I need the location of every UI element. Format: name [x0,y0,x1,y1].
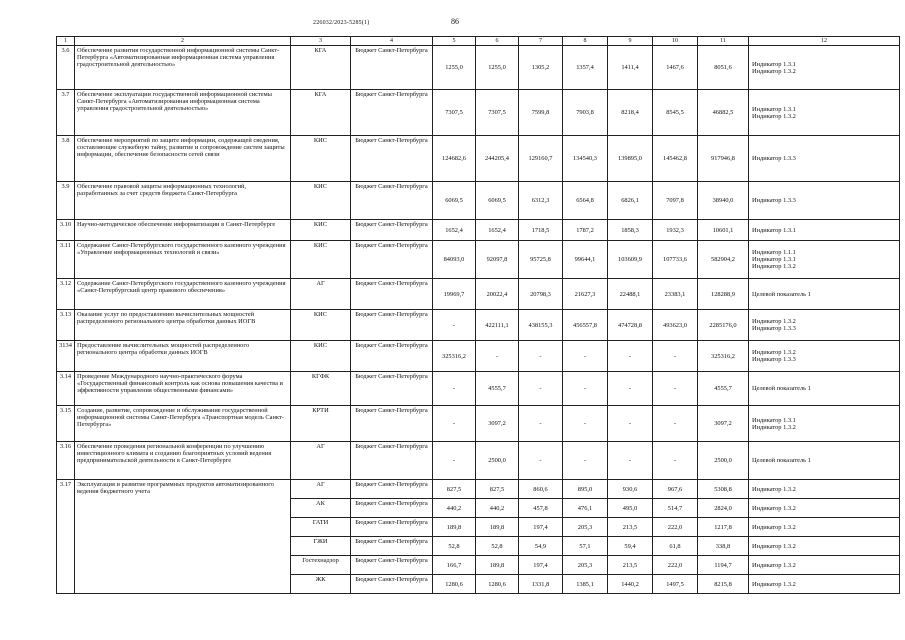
funding-value: 1255,0 [476,46,519,90]
funding-value: - [476,341,519,372]
funding-value: 99644,1 [563,241,608,279]
funding-value: 222,0 [653,556,698,575]
indicator-line: Индикатор 1.3.2 [752,263,796,270]
funding-source: Бюджет Санкт-Петербурга [351,556,433,575]
funding-value: 4555,7 [476,372,519,406]
program-table [56,36,900,594]
funding-value: 1194,7 [698,556,749,575]
funding-value: - [563,372,608,406]
funding-value: 1357,4 [563,46,608,90]
indicator-line: Целевой показатель 1 [752,290,811,298]
funding-value: 205,3 [563,518,608,537]
funding-value: 46882,5 [698,90,749,136]
funding-value: - [563,341,608,372]
funding-value: 189,8 [476,556,519,575]
indicator-line: Индикатор 1.3.1 [752,105,796,113]
funding-value: 189,8 [433,518,476,537]
activity-description: Научно-методическое обеспечение информатизации в Санкт-Петербурге [75,220,291,241]
funding-value: 1217,8 [698,518,749,537]
table-row [57,406,900,442]
funding-value: 2500,0 [698,442,749,480]
indicator-line: Индикатор 1.3.3 [752,325,796,332]
activity-description: Проведение Международного научно-практического форума «Государственный финансовый контроль как основа повышения качества и эффективности управления общественными финансами» [75,372,291,406]
column-number: 6 [476,37,519,46]
funding-value: 1440,2 [608,575,653,594]
funding-value: 1305,2 [519,46,563,90]
activity-description: Обеспечение развития государственной информационной системы Санкт-Петербурга «Автоматизированная информационная система управления градостроительной деятельностью» [75,46,291,90]
funding-value: 514,7 [653,499,698,518]
executor: КИС [291,182,351,220]
funding-value: - [519,341,563,372]
indicator-line: Индикатор 1.3.1 [752,256,796,263]
column-number: 3 [291,37,351,46]
funding-source: Бюджет Санкт-Петербурга [351,46,433,90]
row-number: 3.13 [57,310,75,341]
funding-value: 1652,4 [433,220,476,241]
indicator-list: Индикатор 1.3.2 [749,518,900,537]
funding-source: Бюджет Санкт-Петербурга [351,442,433,480]
funding-source: Бюджет Санкт-Петербурга [351,310,433,341]
indicator-list: Индикатор 1.3.2 [749,480,900,499]
funding-value: 7307,5 [433,90,476,136]
funding-value: 21627,3 [563,279,608,310]
row-number: 3.6 [57,46,75,90]
indicator-list [749,341,900,372]
indicator-line: Индикатор 1.1.1 [752,249,796,256]
funding-value: 2285176,0 [698,310,749,341]
funding-value: 52,8 [476,537,519,556]
funding-value: 222,0 [653,518,698,537]
activity-description: Содержание Санкт-Петербургского государственного казенного учреждения «Управление информационных технологий и связи» [75,241,291,279]
indicator-line: Индикатор 1.3.1 [752,60,796,68]
funding-value: 422111,1 [476,310,519,341]
funding-value: 1385,1 [563,575,608,594]
indicator-list [749,46,900,90]
column-number: 10 [653,37,698,46]
executor: КИС [291,310,351,341]
indicator-list [749,241,900,279]
funding-value: 84093,0 [433,241,476,279]
funding-value: 61,8 [653,537,698,556]
executor: КИС [291,241,351,279]
document-id: 226032/2023-5285(1) [313,20,370,26]
column-number: 5 [433,37,476,46]
funding-value: 7903,8 [563,90,608,136]
funding-value: 197,4 [519,556,563,575]
column-number-row [57,37,900,46]
funding-value: 1652,4 [476,220,519,241]
funding-source: Бюджет Санкт-Петербурга [351,480,433,499]
table-row [57,46,900,90]
funding-value: 145462,8 [653,136,698,182]
indicator-list [749,372,900,406]
row-number: 3.15 [57,406,75,442]
indicator-list [749,279,900,310]
indicator-line: Индикатор 1.3.1 [752,226,796,234]
funding-value: 38940,0 [698,182,749,220]
funding-value: 338,8 [698,537,749,556]
indicator-line: Индикатор 1.3.3 [752,356,796,363]
funding-value: 6312,3 [519,182,563,220]
indicator-list [749,182,900,220]
indicator-list: Индикатор 1.3.2 [749,537,900,556]
funding-value: 6826,1 [608,182,653,220]
column-number: 4 [351,37,433,46]
column-number: 12 [749,37,900,46]
funding-source: Бюджет Санкт-Петербурга [351,136,433,182]
indicator-list [749,442,900,480]
page-number: 86 [451,17,459,26]
executor: КГФК [291,372,351,406]
funding-source: Бюджет Санкт-Петербурга [351,499,433,518]
row-number: 3.16 [57,442,75,480]
funding-value: 3097,2 [476,406,519,442]
funding-value: 917946,8 [698,136,749,182]
funding-value: 582904,2 [698,241,749,279]
executor: АГ [291,442,351,480]
row-number: 3134 [57,341,75,372]
table-row [57,279,900,310]
executor: КИС [291,341,351,372]
funding-value: - [433,406,476,442]
funding-source: Бюджет Санкт-Петербурга [351,241,433,279]
row-number: 3.14 [57,372,75,406]
funding-source: Бюджет Санкт-Петербурга [351,575,433,594]
funding-value: - [563,406,608,442]
executor: АК [291,499,351,518]
funding-value: 325316,2 [698,341,749,372]
funding-value: 244205,4 [476,136,519,182]
table-row [57,220,900,241]
activity-description: Обеспечение проведения региональной конференции по улучшению инвестиционного климата и созданию благоприятных условий ведения предпринимательской деятельности в Санкт-Петербурге [75,442,291,480]
column-number: 8 [563,37,608,46]
funding-value: - [608,372,653,406]
activity-description: Обеспечение мероприятий по защите информации, содержащей сведения, составляющие служебную тайну, развитие и сопровождение систем защиты информации, обеспечение безопасности сетей связи [75,136,291,182]
table-row [57,372,900,406]
funding-value: 8215,8 [698,575,749,594]
activity-description: Содержание Санкт-Петербургского государственного казенного учреждения «Санкт-Петербургский центр правового обеспечения» [75,279,291,310]
funding-value: 895,0 [563,480,608,499]
funding-value: 440,2 [433,499,476,518]
indicator-list: Индикатор 1.3.2 [749,499,900,518]
funding-value: 456557,8 [563,310,608,341]
funding-value: 1331,8 [519,575,563,594]
funding-value: 8051,6 [698,46,749,90]
row-number: 3.10 [57,220,75,241]
funding-value: 22488,1 [608,279,653,310]
funding-value: 7307,5 [476,90,519,136]
funding-value: 95725,8 [519,241,563,279]
funding-source: Бюджет Санкт-Петербурга [351,518,433,537]
funding-value: 166,7 [433,556,476,575]
row-number: 3.7 [57,90,75,136]
funding-value: 1932,3 [653,220,698,241]
funding-value: 189,8 [476,518,519,537]
funding-value: 59,4 [608,537,653,556]
funding-value: - [653,442,698,480]
funding-value: 1280,6 [476,575,519,594]
funding-value: 457,8 [519,499,563,518]
table-row [57,310,900,341]
executor: АГ [291,480,351,499]
table-row [57,182,900,220]
funding-value: 213,5 [608,556,653,575]
funding-value: 1497,5 [653,575,698,594]
funding-value: 57,1 [563,537,608,556]
funding-value: 6069,5 [433,182,476,220]
funding-value: 8545,5 [653,90,698,136]
funding-value: - [608,406,653,442]
funding-source: Бюджет Санкт-Петербурга [351,372,433,406]
indicator-list [749,220,900,241]
executor: КРТИ [291,406,351,442]
table-row [57,480,900,499]
funding-value: 1787,2 [563,220,608,241]
indicator-line: Индикатор 1.3.3 [752,197,796,204]
executor: КИС [291,136,351,182]
funding-value: 10601,1 [698,220,749,241]
column-number: 9 [608,37,653,46]
indicator-line: Индикатор 1.3.2 [752,423,796,431]
row-number: 3.17 [57,480,75,594]
indicator-line: Целевой показатель 1 [752,385,811,392]
indicator-line: Целевой показатель 1 [752,457,811,464]
column-number: 1 [57,37,75,46]
indicator-line: Индикатор 1.3.1 [752,416,796,424]
funding-value: 6069,5 [476,182,519,220]
executor: КИС [291,220,351,241]
funding-value: 20798,3 [519,279,563,310]
indicator-list [749,310,900,341]
activity-description: Создание, развитие, сопровождение и обслуживание государственной информационной системы Санкт-Петербурга «Транспортная модель Санкт-Петербурга» [75,406,291,442]
funding-source: Бюджет Санкт-Петербурга [351,90,433,136]
funding-value: 967,6 [653,480,698,499]
funding-value: - [519,406,563,442]
funding-value: 205,3 [563,556,608,575]
funding-source: Бюджет Санкт-Петербурга [351,537,433,556]
indicator-line: Индикатор 1.3.2 [752,67,796,75]
activity-description: Оказание услуг по предоставлению вычислительных мощностей распределенного регионального центра обработки данных ИОГВ [75,310,291,341]
indicator-list [749,136,900,182]
funding-value: - [653,372,698,406]
funding-value: 213,5 [608,518,653,537]
funding-value: 5308,8 [698,480,749,499]
funding-value: 20022,4 [476,279,519,310]
funding-value: - [608,341,653,372]
funding-value: - [608,442,653,480]
table-row [57,241,900,279]
funding-value: - [519,442,563,480]
funding-source: Бюджет Санкт-Петербурга [351,182,433,220]
row-number: 3.12 [57,279,75,310]
table-row [57,442,900,480]
activity-description: Предоставление вычислительных мощностей распределенного регионального центра обработки данных ИОГВ [75,341,291,372]
funding-value: 92097,8 [476,241,519,279]
funding-value: 103609,9 [608,241,653,279]
executor: ГЖИ [291,537,351,556]
funding-value: 197,4 [519,518,563,537]
funding-value: 129160,7 [519,136,563,182]
funding-value: 325316,2 [433,341,476,372]
funding-value: 476,1 [563,499,608,518]
indicator-line: Индикатор 1.3.3 [752,155,796,162]
funding-value: 827,5 [476,480,519,499]
funding-value: 134540,3 [563,136,608,182]
funding-source: Бюджет Санкт-Петербурга [351,341,433,372]
funding-value: 124682,6 [433,136,476,182]
executor: КГА [291,46,351,90]
funding-value: 8218,4 [608,90,653,136]
funding-value: 128288,9 [698,279,749,310]
activity-description: Эксплуатация и развитие программных продуктов автоматизированного ведения бюджетного учета [75,480,291,594]
funding-value: 23383,1 [653,279,698,310]
funding-value: 4555,7 [698,372,749,406]
indicator-line: Индикатор 1.3.2 [752,318,796,325]
funding-value: 493623,0 [653,310,698,341]
funding-value: - [653,406,698,442]
column-number: 11 [698,37,749,46]
funding-value: 107733,6 [653,241,698,279]
funding-source: Бюджет Санкт-Петербурга [351,279,433,310]
row-number: 3.8 [57,136,75,182]
executor: ЖК [291,575,351,594]
activity-description: Обеспечение правовой защиты информационных технологий, разработанных за счет средств бюджета Санкт-Петербурга [75,182,291,220]
funding-value: 2500,0 [476,442,519,480]
table-body [57,37,900,594]
funding-value: 1255,0 [433,46,476,90]
executor: КГА [291,90,351,136]
funding-value: 52,8 [433,537,476,556]
funding-value: 438155,3 [519,310,563,341]
funding-value: 7097,8 [653,182,698,220]
funding-value: 860,6 [519,480,563,499]
funding-value: 6564,8 [563,182,608,220]
indicator-list [749,90,900,136]
funding-value: 7599,8 [519,90,563,136]
funding-value: 1467,6 [653,46,698,90]
funding-value: - [433,442,476,480]
activity-description: Обеспечение эксплуатации государственной информационной системы Санкт-Петербурга «Автоматизированная информационная система управления градостроительной деятельностью» [75,90,291,136]
funding-value: 495,0 [608,499,653,518]
funding-value: 139895,0 [608,136,653,182]
table-row [57,90,900,136]
indicator-line: Индикатор 1.3.2 [752,112,796,120]
funding-value: - [433,372,476,406]
funding-value: 3097,2 [698,406,749,442]
funding-source: Бюджет Санкт-Петербурга [351,406,433,442]
executor: Гостехнадзор [291,556,351,575]
column-number: 2 [75,37,291,46]
funding-value: - [519,372,563,406]
funding-value: - [433,310,476,341]
executor: АГ [291,279,351,310]
funding-value: 1411,4 [608,46,653,90]
funding-value: 440,2 [476,499,519,518]
funding-value: 54,9 [519,537,563,556]
row-number: 3.9 [57,182,75,220]
row-number: 3.11 [57,241,75,279]
funding-value: 930,6 [608,480,653,499]
funding-value: 19969,7 [433,279,476,310]
indicator-list: Индикатор 1.3.2 [749,575,900,594]
funding-value: - [563,442,608,480]
column-number: 7 [519,37,563,46]
indicator-list [749,406,900,442]
funding-value: 1718,5 [519,220,563,241]
indicator-line: Индикатор 1.3.2 [752,349,796,356]
funding-value: 827,5 [433,480,476,499]
funding-source: Бюджет Санкт-Петербурга [351,220,433,241]
funding-value: 474728,8 [608,310,653,341]
funding-value: 1280,6 [433,575,476,594]
table-row [57,341,900,372]
funding-value: 2824,0 [698,499,749,518]
table-row [57,136,900,182]
indicator-list: Индикатор 1.3.2 [749,556,900,575]
funding-value: - [653,341,698,372]
executor: ГАТИ [291,518,351,537]
funding-value: 1858,3 [608,220,653,241]
